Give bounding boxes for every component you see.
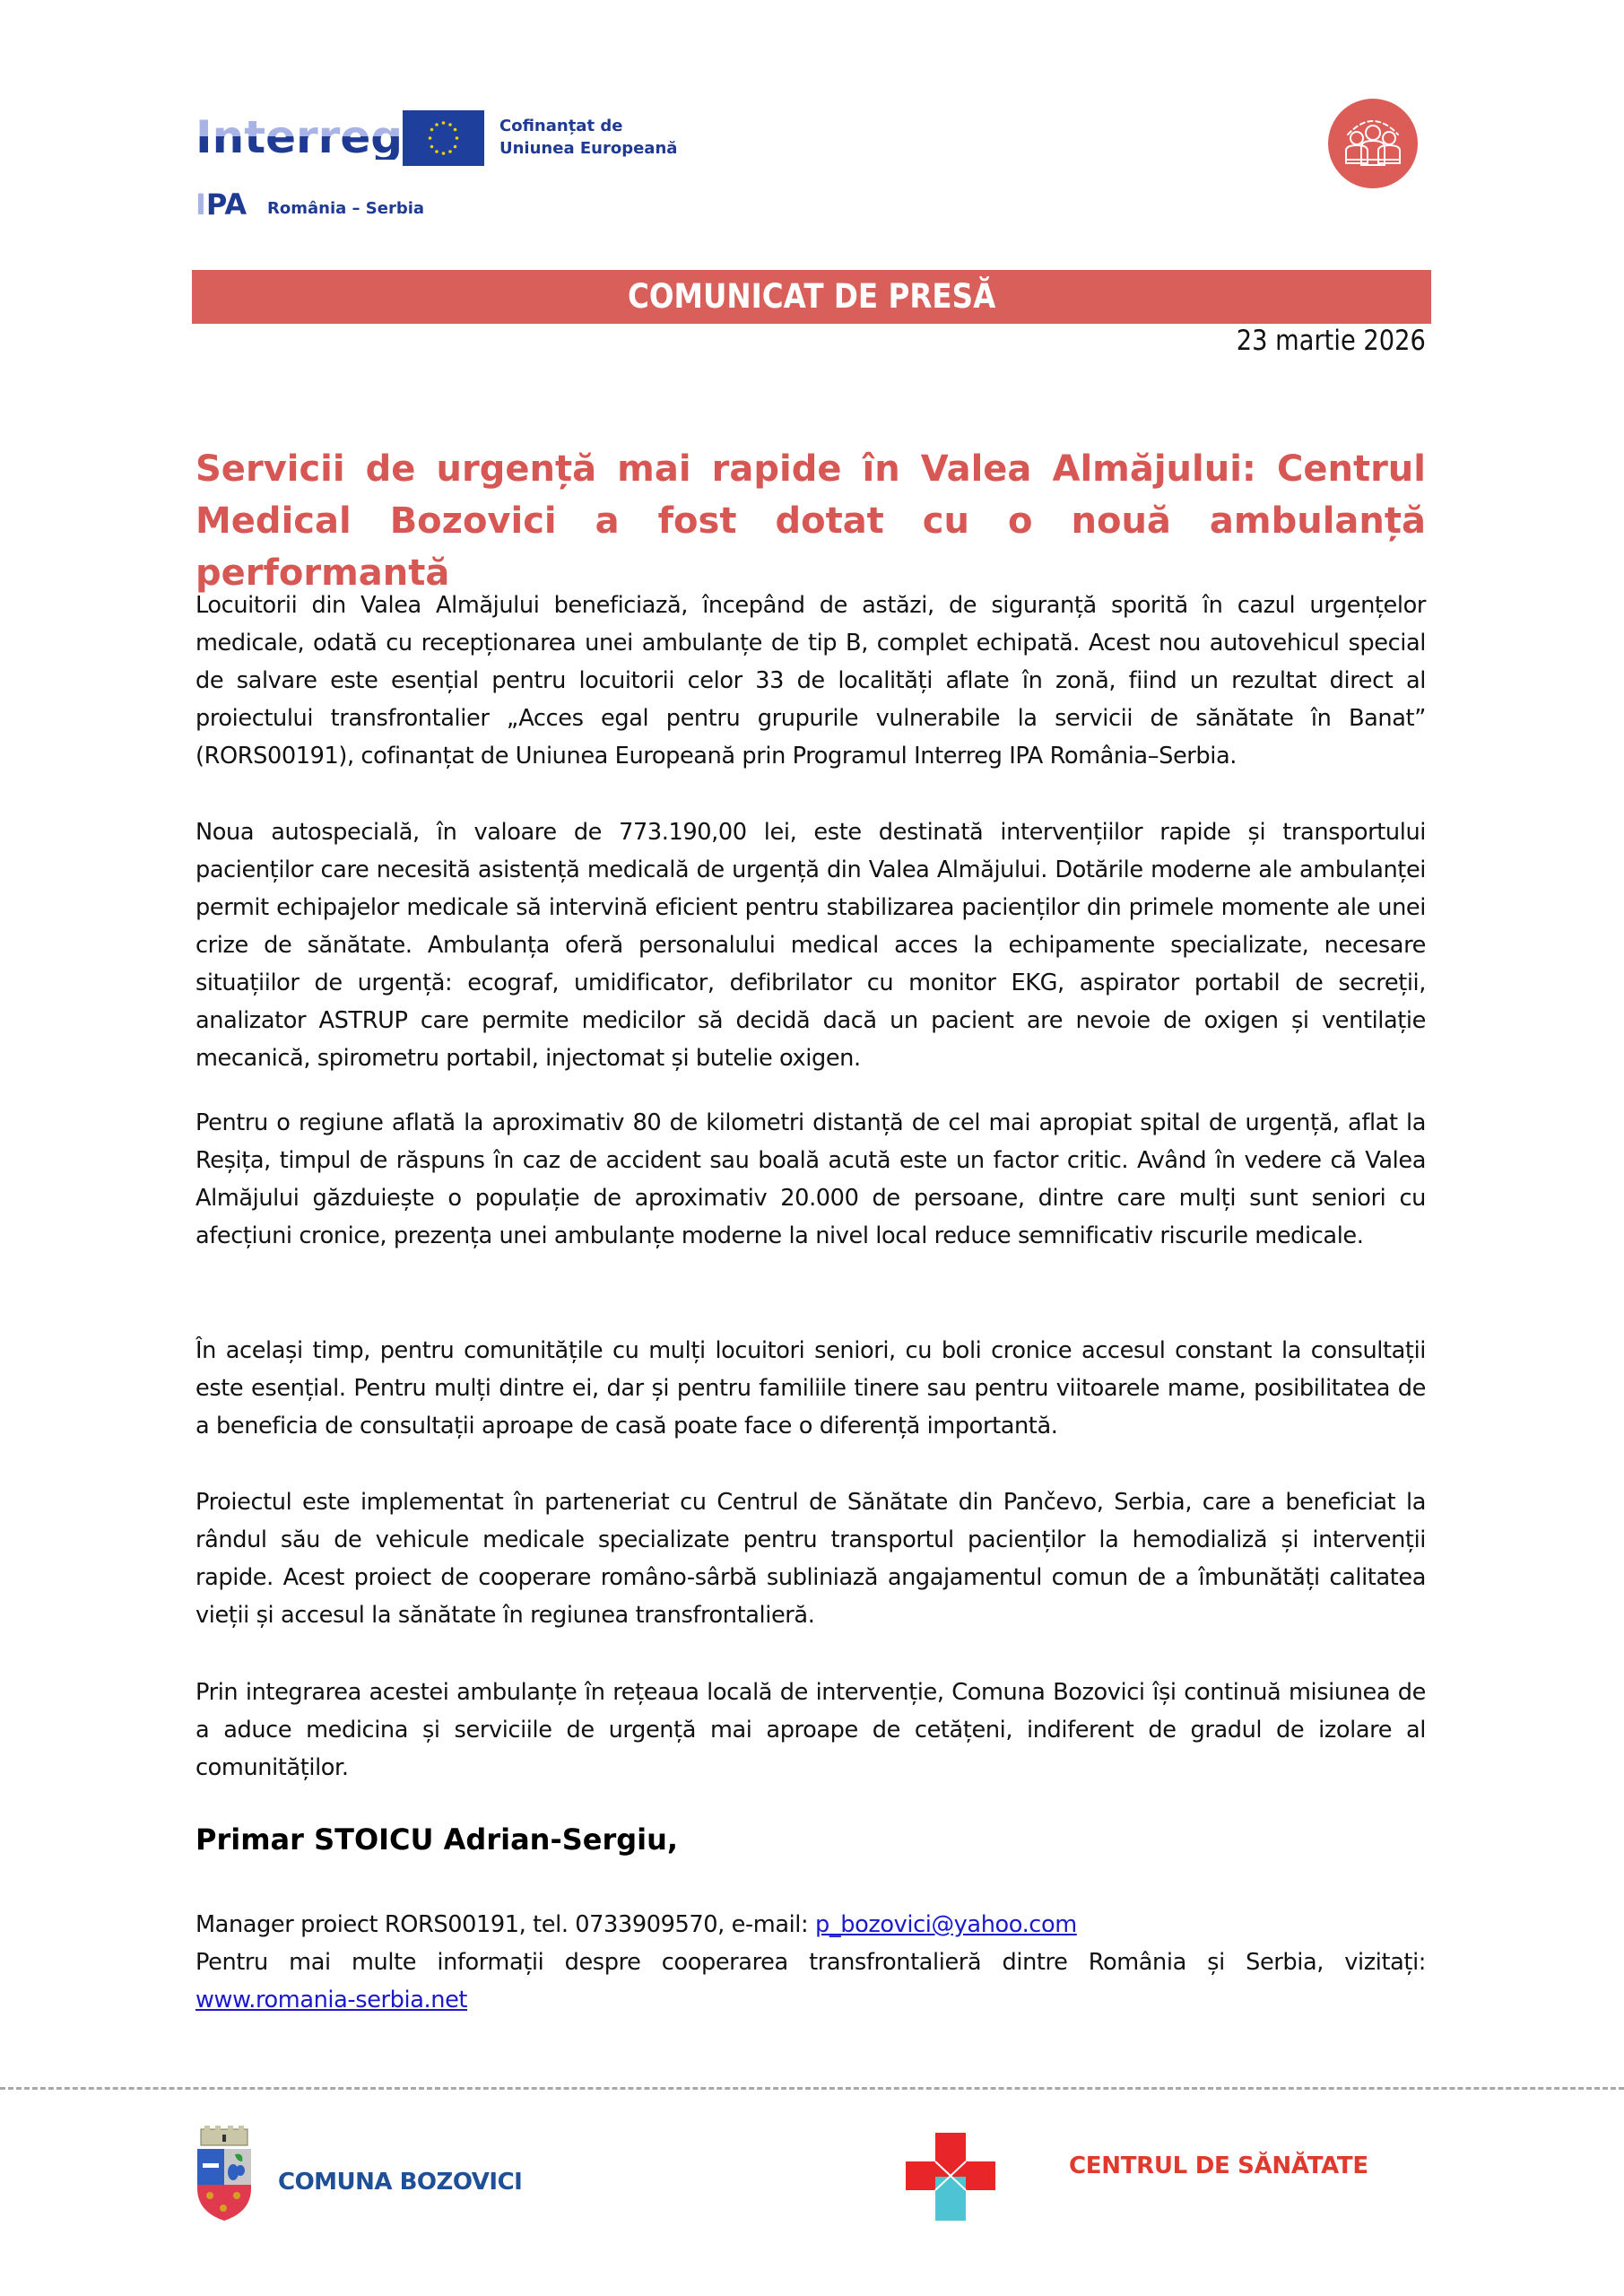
page-title: Servicii de urgență mai rapide în Valea Almăjului: Centrul Medical Bozovici a fost dotat cu o nouă ambulanță performantă — [195, 448, 1426, 594]
body-paragraph: Noua autospecială, în valoare de 773.190,00 lei, este destinată intervențiilor rapide și transportului pacienților care necesită asistență medicală de urgență din Valea Almăjului. Dotările moderne ale ambulanței permit echipajelor medicale să intervină eficient pentru stabilizarea pacienților din primele momente ale unei crize de sănătate. Ambulanța oferă personalului medical acces la echipamente specializate, necesare situațiilor de urgență: ecograf, umidificator, defibrilator cu monitor EKG, aspirator portabil de secreții, analizator ASTRUP care permite medicilor să decidă dacă un pacient are nevoie de oxigen și ventilație mecanică, spirometru portabil, injectomat și butelie oxigen. — [195, 819, 1426, 1072]
body-paragraph: În același timp, pentru comunitățile cu mulți locuitori seniori, cu boli cronice accesul constant la consultații este esențial. Pentru mulți dintre ei, dar și pentru familiile tinere sau pentru viitoarele mame, posibilitatea de a beneficia de consultații aproape de casă poate face o diferență importantă. — [195, 1337, 1426, 1439]
body-paragraph: Prin integrarea acestei ambulanțe în rețeaua locală de intervenție, Comuna Bozovici își continuă misiunea de a aduce medicina și serviciile de urgență mai aproape de cetățeni, indiferent de gradul de izolare al comunităților. — [195, 1679, 1426, 1781]
program-name: România – Serbia — [267, 199, 425, 218]
email-link[interactable]: p_bozovici@yahoo.com — [814, 1911, 1077, 1938]
centrul-de-sanatate-label: CENTRUL DE SĂNĂTATE — [1069, 2152, 1368, 2179]
manager-contact-text: Manager proiect RORS00191, tel. 0733909570, e-mail: — [195, 1911, 815, 1938]
manager-contact-line — [195, 1906, 1426, 1944]
release-date — [1211, 325, 1426, 357]
interreg-logo: Interreg — [195, 111, 404, 163]
date-text: 23 martie 2026 — [1236, 325, 1426, 357]
contact-block — [195, 1906, 1426, 2019]
people-group-icon — [1328, 99, 1418, 188]
cofinantat-line-1: Cofinanțat de — [499, 117, 623, 135]
footer-divider — [0, 2087, 1624, 2090]
website-link[interactable]: www.romania-serbia.net — [195, 1987, 468, 2013]
body-paragraph: Locuitorii din Valea Almăjului beneficiază, începând de astăzi, de siguranță sporită în cazul urgențelor medicale, odată cu recepționarea unei ambulanțe de tip B, complet echipată. Acest nou autovehicul special de salvare este esențial pentru locuitorii celor 33 de localități aflate în zonă, fiind un rezultat direct al proiectului transfrontalier „Acces egal pentru grupurile vulnerabile la servicii de sănătate în Banat” (RORS00191), cofinanțat de Uniunea Europeană prin Programul Interreg IPA România–Serbia. — [195, 592, 1426, 770]
body-paragraph: Pentru o regiune aflată la aproximativ 80 de kilometri distanță de cel mai apropiat spital de urgență, aflat la Reșița, timpul de răspuns în caz de accident sau boală acută este un factor critic. Având în vedere că Valea Almăjului găzduiește o populație de aproximativ 20.000 de persoane, dintre care mulți sunt seniori cu afecțiuni cronice, prezența unei ambulanțe moderne la nivel local reduce semnificativ riscurile medicale. — [195, 1109, 1426, 1249]
medical-cross-icon — [906, 2133, 995, 2221]
eu-flag-icon — [403, 110, 484, 166]
banner-label: COMUNICAT DE PRESĂ — [627, 277, 996, 316]
cofinantat-label — [499, 115, 677, 160]
info-text: Pentru mai multe informații despre cooperarea transfrontalieră dintre România și Serbia, vizitați: — [195, 1949, 1426, 1976]
cofinantat-line-2: Uniunea Europeană — [499, 139, 678, 158]
comuna-bozovici-label: COMUNA BOZOVICI — [278, 2169, 523, 2196]
signature: Primar STOICU Adrian-Sergiu, — [195, 1822, 679, 1857]
body-paragraph: Proiectul este implementat în parteneriat cu Centrul de Sănătate din Pančevo, Serbia, care a beneficiat la rândul său de vehicule medicale specializate pentru transportul pacienților la hemodializă și intervenții rapide. Acest proiect de cooperare româno-sârbă subliniază angajamentul comun de a îmbunătăți calitatea vieții și accesul la sănătate în regiunea transfrontalieră. — [195, 1489, 1426, 1629]
press-release-banner — [192, 270, 1431, 324]
ipa-logo: IPA — [195, 187, 248, 222]
coat-of-arms-icon — [195, 2126, 253, 2222]
